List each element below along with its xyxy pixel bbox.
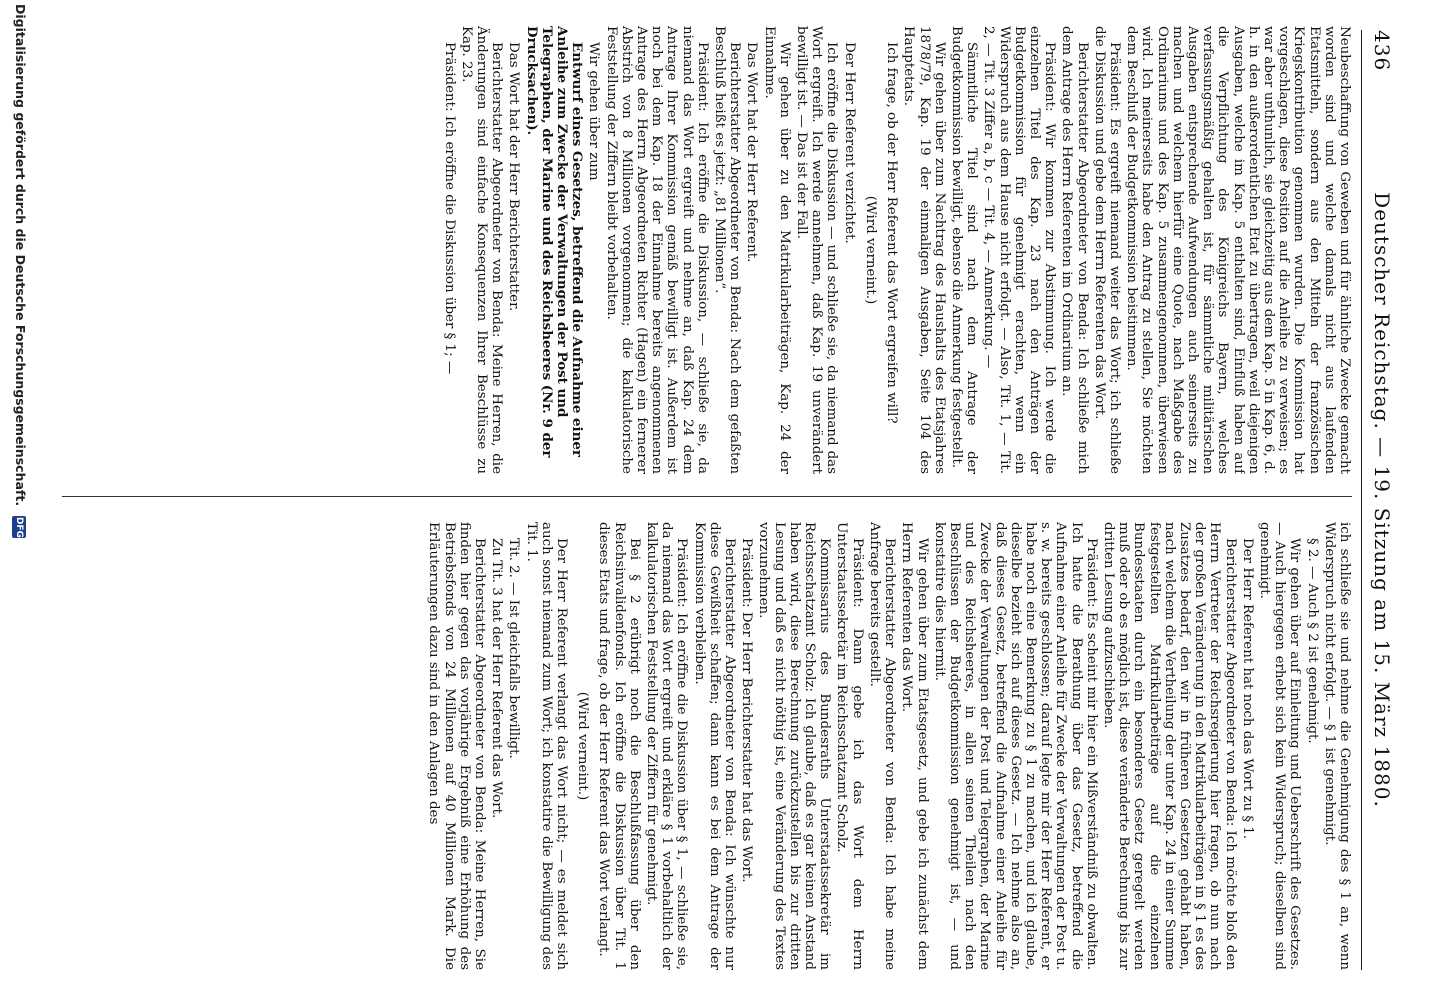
paragraph: Präsident: Es scheint mir hier ein Mißverständniß zu obwalten. Ich hatte die Berathung über das Gesetz, betreffend die Aufnahme einer Anleihe für Zwecke der Verwaltungen der Post u. s. w. bereits geschlossen; darauf legte mir der Herr Referent, er habe noch eine Bemerkung zu § 1 zu machen, und ich glaube, dieselbe bezieht sich auf dieses Gesetz. — Ich nehme also an, daß dieses Gesetz, betreffend die Aufnahme einer Anleihe für Zwecke der Verwaltungen der Post und Telegraphen, der Marine und des Reichsheeres, in allen seinen Theilen nach den Beschlüssen der Budgetkommission genehmigt ist, — und konstatire dies hiermit. — [931, 522, 1099, 970]
paragraph: Berichterstatter Abgeordneter von Benda: Meine Herren, die Änderungen sind einfache Konsequenzen Ihrer Beschlüsse zu Kap. 23. — [458, 26, 505, 474]
paragraph: § 2. — Auch § 2 ist genehmigt. — [1304, 538, 1320, 744]
paragraph: Ich eröffne die Diskussion — und schließe sie, da niemand das Wort ergreift. Ich werde annehmen, daß Kap. 19 unverändert bewilligt ist. — Das ist der Fall. — [794, 26, 840, 474]
paragraph: Präsident: Dann gebe ich das Wort dem Herrn Unterstaatssekretär im Reichsschatzamt Scholz. — [834, 522, 865, 970]
paragraph: Neubeschaffung von Geweben und für ähnliche Zwecke gemacht worden sind und welche damals nicht aus laufenden Etatsmitteln, sondern aus den Mitteln der französischen Kriegskontribution genommen wurden. Die Kommission hat vorgeschlagen, diese Position auf die Anleihe zu verweisen; es war aber unthunlich, sie gleichzeitig aus dem Kap. 5 in Kap. 6, d. h. in den außerordentlichen Etat zu übertragen, weil diejenigen Ausgaben, welche im Kap. 5 enthalten sind, Einfluß haben auf die Verpflichtung des Königreichs Bayern, welches verfassungsmäßig gehalten ist, für sämmtliche militärischen Ausgaben entsprechende Aufwendungen auch seinerseits zu machen und welchem hierfür eine Quote, nach Maßgabe des Ordinariums und des Kap. 5 zusammengenommen, überwiesen wird. Ich meinerseits habe den Antrag zu stellen, Sie möchten dem Beschluß der Budgetkommission beistimmen. — [1124, 26, 1352, 474]
page-title: Deutscher Reichstag. — 19. Sitzung am 15. März 1880. — [1370, 192, 1394, 808]
paragraph: Wir gehen über auf Einleitung und Ueberschrift des Gesetzes. — Auch hiergegen erhebt sich kein Widerspruch; dieselben sind genehmigt. — [1256, 522, 1303, 970]
footer-text: Digitalisierung gefördert durch die Deutsche Forschungsgemeinschaft. — [13, 4, 28, 507]
header-rule — [1361, 30, 1362, 970]
paragraph: Berichterstatter Abgeordneter von Benda: Ich wünschte nur diese Gewißheit schaffen; dann kann es bei dem Antrage der Kommission verbleiben. — [691, 522, 738, 970]
paragraph: Ich frage, ob der Herr Referent das Wort ergreifen will? — [884, 42, 900, 424]
paragraph: Wir gehen über zum Etatsgesetz, und gebe ich zunächst dem Herrn Referenten das Wort. — [899, 522, 930, 970]
paragraph: Wir gehen über zu den Matrikularbeiträgen, Kap. 24 der Einnahme. — [761, 26, 792, 474]
paragraph: Präsident: Es ergreift niemand weiter das Wort; ich schließe die Diskussion und gebe dem Herrn Referenten das Wort. — [1091, 26, 1122, 474]
left-column — [62, 26, 1352, 474]
paragraph: Zu Tit. 3 hat der Herr Referent das Wort. — [489, 538, 505, 819]
paragraph: Berichterstatter Abgeordneter von Benda: Ich schließe mich dem Antrage des Herrn Referenten im Ordinarium an. — [1059, 26, 1090, 474]
digitization-footer — [4, 4, 28, 994]
paragraph: Das Wort hat der Herr Berichterstatter. — [506, 42, 522, 312]
paragraph: Sämmtliche Titel sind nach dem Antrage der Budgetkommission bewilligt, ebenso die Anmerkung festgestellt. — [948, 26, 980, 474]
paragraph: Tit. 2. — Ist gleichfalls bewilligt. — [506, 538, 522, 759]
paragraph: Präsident: Der Herr Berichterstatter hat das Wort. — [739, 538, 755, 883]
paragraph: Berichterstatter Abgeordneter von Benda: Meine Herren, Sie finden hier gegen das vorjährige Ergebniß eine Erhöhung des Betriebsfonds von 24 Millionen auf 40 Millionen Mark. Die Erläuterungen dazu sind in den Anlagen des — [426, 522, 488, 970]
paragraph: Berichterstatter Abgeordneter von Benda: Ich möchte bloß den Herrn Vertreter der Reichsregierung hier fragen, ob nun nach der großen Veränderung in den Matrikularbeiträgen in § 1 es des Zusatzes bedarf, den wir in früheren Gesetzen gehabt haben, nach welchem die Vertheilung der unter Kap. 24 in einer Summe festgestellten Matrikularbeiträge auf die einzelnen Bundesstaaten durch ein besonderes Gesetz geregelt werden muß oder ob es möglich ist, diese veränderte Berechnung bis zur dritten Lesung aufzuschieben. — [1100, 522, 1238, 970]
paragraph: Kommissarius des Bundesraths Unterstaatssekretär im Reichsschatzamt Scholz: Ich glaube, daß es gar keinen Anstand haben wird, diese Berechnung zurückzustellen bis zur dritten Lesung und daß es nicht nöthig ist, eine Veränderung des Textes vorzunehmen. — [756, 522, 833, 970]
paragraph: (Wird verneint.) — [575, 691, 591, 801]
paragraph: Der Herr Referent verlangt das Wort nicht; — es meldet sich auch sonst niemand zum Wort; ich konstatire die Bewilligung des Tit. 1. — [523, 522, 570, 970]
paragraph: Berichterstatter Abgeordneter von Benda: Nach dem gefaßten Beschluß heißt es jetzt: „81 Millionen“. — [712, 26, 743, 474]
dfg-logo: DFG — [14, 516, 25, 538]
bill-title: Entwurf eines Gesetzes, betreffend die Aufnahme einer Anleihe zum Zwecke der Verwaltungen der Post und Telegraphen, der Marine und des Reichsheeres (Nr. 9 der Drucksachen). — [523, 26, 586, 458]
paragraph: Präsident: Wir kommen zur Abstimmung. Ich werde die einzelnen Titel des Kap. 23 nach den Anträgen der Budgetkommission für genehmigt erachten, wenn ein Widerspruch aus dem Hause nicht erfolgt. — Also, Tit. 1, — Tit. 2, — Tit. 3 Ziffer a, b, c — Tit. 4, — Anmerkung. — — [981, 26, 1058, 474]
right-column — [62, 522, 1352, 970]
paragraph: (Wird verneint.) — [862, 195, 878, 305]
paragraph: Wir gehen über zum — [586, 42, 602, 181]
page-number: 436 — [1370, 30, 1394, 72]
column-divider — [62, 496, 1352, 497]
page-header — [1364, 30, 1394, 970]
paragraph: Wir gehen über zum Nachtrag des Haushalts des Etatsjahres 1878/79, Kap. 19 der einmaligen Ausgaben, Seite 104 des Hauptetats. — [901, 26, 947, 474]
paragraph: Präsident: Ich eröffne die Diskussion über § 1, — schließe sie, da niemand das Wort ergreift und erkläre § 1 vorbehaltlich der kalkulatorischen Feststellung der Ziffern für genehmigt. — [644, 522, 690, 970]
paragraph: Präsident: Ich eröffne die Diskussion über § 1; — — [441, 42, 457, 375]
paragraph: ich schließe sie und nehme die Genehmigung des § 1 an, wenn Widerspruch nicht erfolgt. — § 1 ist genehmigt. — [1321, 522, 1352, 970]
paragraph: Präsident: Ich eröffne die Diskussion, — schließe sie, da niemand das Wort ergreift und nehme an, daß Kap. 24 dem Antrage Ihrer Kommission gemäß bewilligt ist. Außerdem ist noch bei dem Kap. 18 der Einnahme bereits angenommenen Antrage des Herrn Abgeordneten Richter (Hagen) ein fernerer Abstrich von 8 Millionen vorgenommen; die kalkulatorische Feststellung der Ziffern bleibt vorbehalten. — [603, 26, 710, 474]
paragraph: Berichterstatter Abgeordneter von Benda: Ich habe meine Anfrage bereits gestellt. — [866, 522, 898, 970]
paragraph: Das Wort hat der Herr Referent. — [744, 42, 760, 263]
paragraph: Der Herr Referent hat noch das Wort zu § 1. — [1239, 538, 1255, 840]
paragraph: Bei § 2 erübrigt noch die Beschlußfassung über den Reichsinvalidenfonds. Ich eröffne die Diskussion über Tit. 1 dieses Etats und frage, ob der Herr Referent das Wort verlangt. — [596, 522, 642, 970]
paragraph: Der Herr Referent verzichtet. — [841, 42, 857, 244]
